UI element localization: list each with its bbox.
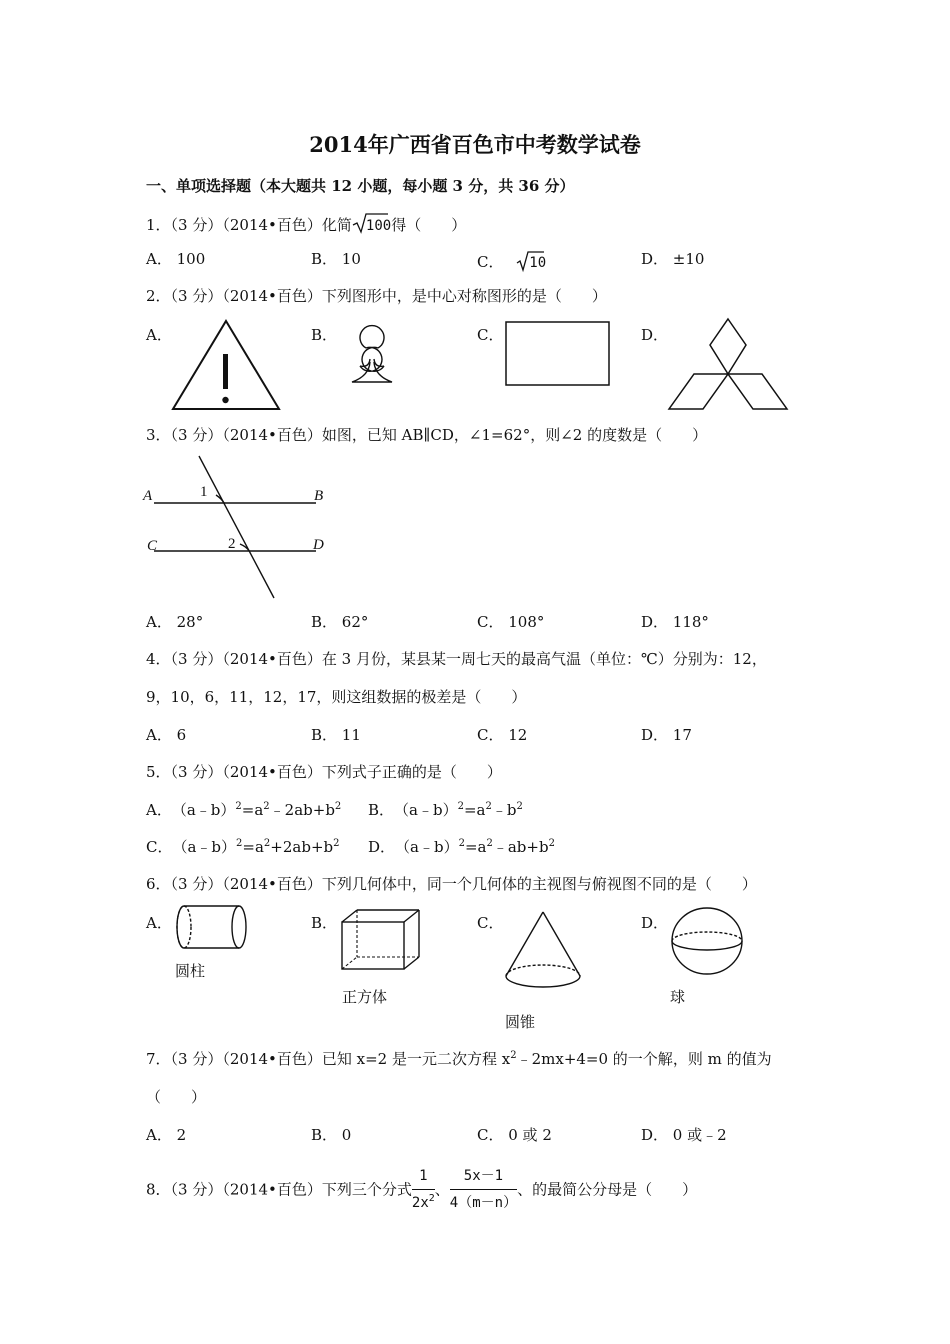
q2-label-a: A． [146, 326, 172, 344]
question-3-stem: 3．（3 分）（2014•百色）如图，已知 AB∥CD，∠1=62°，则∠2 的度数是（ ） [146, 426, 708, 444]
q7-option-c: C． 0 或 2 [477, 1126, 552, 1144]
question-4-line-1: 4．（3 分）（2014•百色）在 3 月份，某县某一周七天的最高气温（单位：℃）分别为：12， [146, 650, 767, 668]
club-shape-figure [336, 318, 408, 386]
q6-caption-cone: 圆锥 [505, 1013, 536, 1031]
angle-label-2: 2 [228, 536, 236, 552]
q3-option-b: B． 62° [311, 613, 369, 631]
question-6-stem: 6．（3 分）（2014•百色）下列几何体中，同一个几何体的主视图与俯视图不同的是（ ） [146, 875, 757, 893]
point-label-b: B [314, 488, 324, 504]
mitsubishi-shape-figure [666, 316, 792, 412]
q5-option-a: A． $(a﹣b)^2=a^2﹣2ab+b^2$ [146, 801, 342, 819]
q3-option-c: C． 108° [477, 613, 545, 631]
cube-figure [340, 908, 422, 972]
page-title: 2014年广西省百色市中考数学试卷 [309, 132, 641, 157]
point-label-c: C [147, 538, 158, 554]
question-1-stem: 1．（3 分）（2014•百色）化简 100得（ ） [146, 212, 488, 238]
triangle-warning-figure [170, 318, 282, 412]
q4-option-c: C． 12 [477, 726, 528, 744]
angle-label-1: 1 [200, 484, 208, 500]
q1-option-d: D． ±10 [641, 250, 705, 268]
fraction-1: $\frac{1}{2x^2}$ [412, 1165, 435, 1214]
point-label-d: D [313, 537, 324, 553]
fraction-2: $\frac{5x-1}{4(m-n)}$ [450, 1165, 517, 1214]
q2-label-d: D． [641, 326, 669, 344]
cylinder-figure [174, 904, 250, 952]
point-label-a: A [143, 488, 153, 504]
cone-figure [502, 910, 586, 990]
q7-option-d: D． 0 或﹣2 [641, 1126, 727, 1144]
q6-label-a: A． [146, 914, 172, 932]
q3-option-a: A． 28° [146, 613, 204, 631]
q7-option-a: A． 2 [146, 1126, 187, 1144]
q5-option-d: D． $(a﹣b)^2=a^2﹣ab+b^2$ [368, 838, 555, 856]
section-heading: 一、单项选择题（本大题共 12 小题，每小题 3 分，共 36 分） [146, 177, 575, 195]
q1-option-a: A． 100 [146, 250, 206, 268]
q5-option-b: B． $(a﹣b)^2=a^2﹣b^2$ [368, 801, 523, 819]
question-7-line-1: 7．（3 分）（2014•百色）已知 x=2 是一元二次方程 $x^2﹣2mx+4=0$ 的一个解，则 m 的值为 [146, 1050, 772, 1068]
q4-option-a: A． 6 [146, 726, 187, 744]
rectangle-figure [504, 320, 612, 388]
q1-option-b: B． 10 [311, 250, 361, 268]
q6-label-b: B． [311, 914, 338, 932]
q2-label-b: B． [311, 326, 338, 344]
q6-caption-cylinder: 圆柱 [175, 962, 206, 980]
q7-option-b: B． 0 [311, 1126, 352, 1144]
question-2-stem: 2．（3 分）（2014•百色）下列图形中，是中心对称图形的是（ ） [146, 287, 607, 305]
q6-label-d: D． [641, 914, 669, 932]
q6-caption-sphere: 球 [670, 988, 686, 1006]
q6-caption-cube: 正方体 [342, 988, 388, 1006]
question-7-line-2: （ ） [146, 1088, 207, 1106]
q3-option-d: D． 118° [641, 613, 709, 631]
q6-label-c: C． [477, 914, 504, 932]
q4-option-d: D． 17 [641, 726, 692, 744]
sphere-figure [668, 906, 748, 978]
question-5-stem: 5．（3 分）（2014•百色）下列式子正确的是（ ） [146, 763, 502, 781]
question-4-line-2: 9，10，6，11，12，17，则这组数据的极差是（ ） [146, 688, 527, 706]
parallel-lines-figure [140, 452, 340, 602]
q1-option-c: C． 10 [477, 250, 561, 276]
q5-option-c: C． $(a﹣b)^2=a^2+2ab+b^2$ [146, 838, 340, 856]
q2-label-c: C． [477, 326, 504, 344]
question-8-stem: 8．（3 分）（2014•百色）下列三个分式 $\frac{1}{2x^2}$ 、 $\frac{5x-1}{4(m-n)}$ 、的最简公分母是（ ） [146, 1165, 697, 1214]
q4-option-b: B． 11 [311, 726, 361, 744]
